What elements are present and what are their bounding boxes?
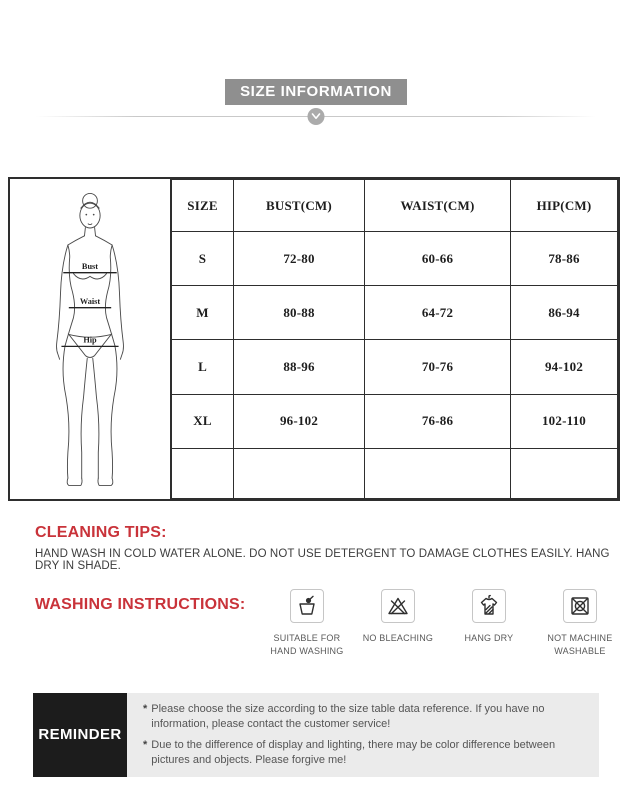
cell-bust: 72-80 xyxy=(234,232,365,286)
wash-item-no-bleaching xyxy=(352,589,443,658)
wash-item-not-machine-washable xyxy=(534,589,625,658)
page-title: SIZE INFORMATION xyxy=(225,79,407,105)
reminder-note-1 xyxy=(143,702,585,733)
note-asterisk: * xyxy=(143,738,148,751)
wash-item-hang-dry xyxy=(443,589,534,658)
reminder-note-text: Due to the difference of display and lighting, there may be color difference between pictures and objects. Please forgive me! xyxy=(151,738,556,767)
cell-size: L xyxy=(172,340,234,394)
col-header-size: SIZE xyxy=(172,180,234,232)
note-asterisk: * xyxy=(143,703,148,716)
cell-hip: 102-110 xyxy=(511,394,618,448)
cell-size: XL xyxy=(172,394,234,448)
col-header-hip: HIP(CM) xyxy=(511,180,618,232)
cell-size: M xyxy=(172,286,234,340)
cell-waist: 60-66 xyxy=(365,232,511,286)
cell-hip: 94-102 xyxy=(511,340,618,394)
figure-waist-label: Waist xyxy=(79,296,101,306)
wash-item-label: NO BLEACHING xyxy=(362,633,434,643)
col-header-bust: BUST(CM) xyxy=(234,180,365,232)
washing-instructions-section xyxy=(35,589,612,658)
cell-hip: 86-94 xyxy=(511,286,618,340)
reminder-note-text: Please choose the size according to the size table data reference. If you have no information, please contact the customer service! xyxy=(151,703,545,731)
body-measurement-figure xyxy=(10,179,171,499)
size-chart xyxy=(8,177,620,501)
reminder-badge: REMINDER xyxy=(33,693,127,777)
cleaning-tips-body: HAND WASH IN COLD WATER ALONE. DO NOT USE DETERGENT TO DAMAGE CLOTHES EASILY. HANG DRY IN SHADE. xyxy=(35,548,610,572)
table-row-l xyxy=(172,340,618,394)
wash-item-label: SUITABLE FOR HAND WASHING xyxy=(270,633,344,657)
reminder-note-2 xyxy=(143,738,585,769)
wash-item-hand-washing xyxy=(261,589,352,658)
chevron-down-icon xyxy=(308,108,325,125)
table-row-xl xyxy=(172,394,618,448)
cleaning-tips-section xyxy=(35,524,612,572)
female-body-sketch xyxy=(15,187,165,491)
figure-hip-label: Hip xyxy=(83,335,97,345)
size-table-header-row xyxy=(172,180,618,232)
washing-instructions-heading: WASHING INSTRUCTIONS: xyxy=(35,596,246,613)
table-row-empty xyxy=(172,448,618,498)
cell-waist: 70-76 xyxy=(365,340,511,394)
no-bleach-icon xyxy=(381,589,415,623)
wash-item-label: NOT MACHINE WASHABLE xyxy=(547,633,613,657)
size-table xyxy=(171,179,618,499)
reminder-notes-panel xyxy=(127,693,599,777)
cell-waist: 64-72 xyxy=(365,286,511,340)
size-information-header xyxy=(0,0,632,105)
washing-icons-row xyxy=(261,589,625,658)
cell-size: S xyxy=(172,232,234,286)
figure-bust-label: Bust xyxy=(81,261,99,271)
col-header-waist: WAIST(CM) xyxy=(365,180,511,232)
table-row-m xyxy=(172,286,618,340)
reminder-section xyxy=(33,693,599,777)
hang-dry-icon xyxy=(472,589,506,623)
no-machine-wash-icon xyxy=(563,589,597,623)
cell-bust: 80-88 xyxy=(234,286,365,340)
hand-wash-icon xyxy=(290,589,324,623)
cell-waist: 76-86 xyxy=(365,394,511,448)
wash-item-label: HANG DRY xyxy=(464,633,514,643)
table-row-s xyxy=(172,232,618,286)
section-divider xyxy=(0,107,632,127)
cell-hip: 78-86 xyxy=(511,232,618,286)
cell-bust: 96-102 xyxy=(234,394,365,448)
cell-bust: 88-96 xyxy=(234,340,365,394)
cleaning-tips-heading: CLEANING TIPS: xyxy=(35,524,167,541)
